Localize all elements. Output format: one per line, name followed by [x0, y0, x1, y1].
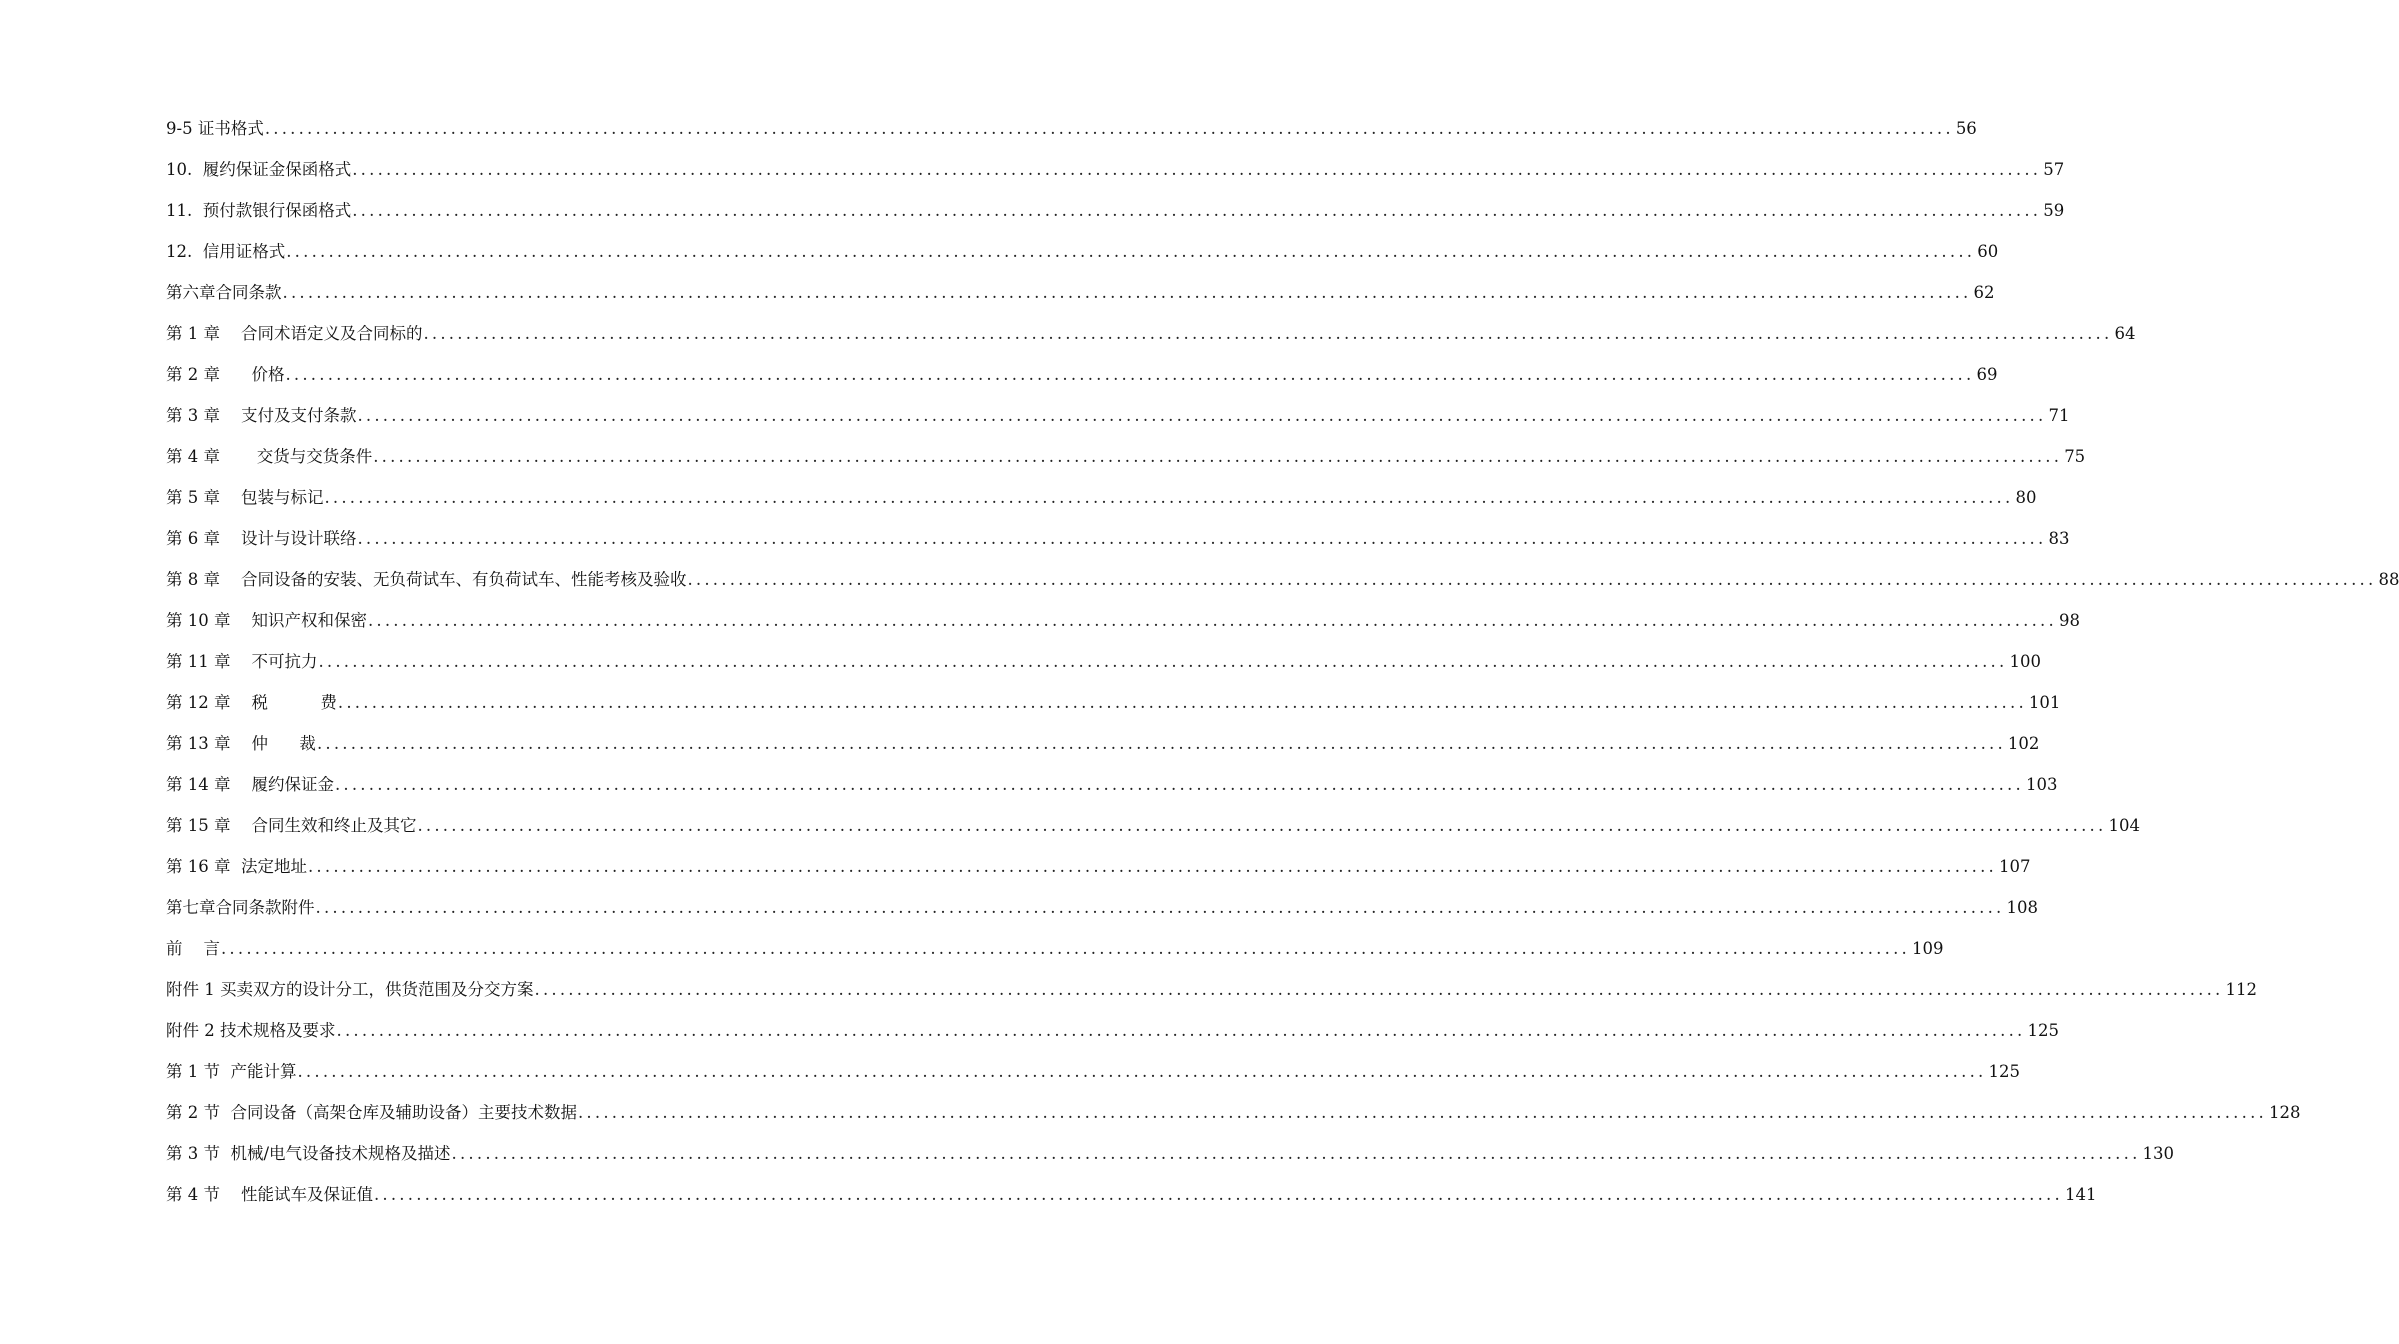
- toc-entry[interactable]: [166, 231, 1999, 272]
- toc-entry[interactable]: [166, 764, 2058, 805]
- toc-dot-leader: ........................................................................................................................................................................................................: [282, 283, 1972, 302]
- toc-entry[interactable]: [166, 518, 2070, 559]
- toc-dot-leader: ........................................................................................................................................................................................................: [687, 570, 2377, 589]
- toc-dot-leader: ........................................................................................................................................................................................................: [357, 529, 2047, 548]
- toc-page-number: 102: [2007, 734, 2040, 753]
- toc-dot-leader: ........................................................................................................................................................................................................: [316, 734, 2006, 753]
- toc-entry[interactable]: [166, 805, 2140, 846]
- toc-dot-leader: ........................................................................................................................................................................................................: [373, 447, 2063, 466]
- toc-entry-title: 第 10 章 知识产权和保密: [166, 611, 367, 630]
- toc-entry[interactable]: [166, 313, 2136, 354]
- toc-entry[interactable]: [166, 354, 1998, 395]
- toc-page-number: 128: [2268, 1103, 2301, 1122]
- toc-entry-title: 第七章合同条款附件: [166, 898, 315, 917]
- toc-page-number: 130: [2142, 1144, 2175, 1163]
- toc-page-number: 83: [2048, 529, 2070, 548]
- toc-entry-title: 第 11 章 不可抗力: [166, 652, 318, 671]
- toc-page-number: 59: [2043, 201, 2065, 220]
- toc-dot-leader: ........................................................................................................................................................................................................: [285, 365, 1975, 384]
- table-of-contents: [166, 108, 2399, 1215]
- toc-entry[interactable]: [166, 928, 1944, 969]
- toc-entry-title: 11. 预付款银行保函格式: [166, 201, 352, 220]
- toc-entry-title: 第 16 章 法定地址: [166, 857, 307, 876]
- toc-entry[interactable]: [166, 559, 2399, 600]
- toc-entry-title: 第 2 章 价格: [166, 365, 285, 384]
- toc-page-number: 104: [2108, 816, 2140, 835]
- toc-dot-leader: ........................................................................................................................................................................................................: [534, 980, 2224, 999]
- toc-dot-leader: ........................................................................................................................................................................................................: [423, 324, 2113, 343]
- toc-dot-leader: ........................................................................................................................................................................................................: [334, 775, 2024, 794]
- toc-dot-leader: ........................................................................................................................................................................................................: [451, 1144, 2141, 1163]
- toc-entry-title: 第六章合同条款: [166, 283, 282, 302]
- toc-entry[interactable]: [166, 887, 2038, 928]
- toc-entry-title: 前 言: [166, 939, 220, 958]
- toc-dot-leader: ........................................................................................................................................................................................................: [264, 119, 1954, 138]
- toc-entry-title: 第 15 章 合同生效和终止及其它: [166, 816, 417, 835]
- toc-page-number: 62: [1973, 283, 1995, 302]
- toc-dot-leader: ........................................................................................................................................................................................................: [367, 611, 2057, 630]
- toc-entry-title: 附件 2 技术规格及要求: [166, 1021, 336, 1040]
- toc-entry-title: 第 6 章 设计与设计联络: [166, 529, 357, 548]
- toc-entry[interactable]: [166, 149, 2065, 190]
- toc-page-number: 88: [2378, 570, 2399, 589]
- toc-dot-leader: ........................................................................................................................................................................................................: [286, 242, 1976, 261]
- toc-page-number: 56: [1955, 119, 1977, 138]
- toc-entry[interactable]: [166, 272, 1995, 313]
- toc-entry-title: 第 14 章 履约保证金: [166, 775, 334, 794]
- toc-page-number: 57: [2043, 160, 2065, 179]
- toc-page-number: 98: [2058, 611, 2080, 630]
- toc-entry[interactable]: [166, 108, 1977, 149]
- toc-entry-title: 附件 1 买卖双方的设计分工，供货范围及分交方案: [166, 980, 534, 999]
- toc-entry[interactable]: [166, 846, 2031, 887]
- toc-entry-title: 10. 履约保证金保函格式: [166, 160, 352, 179]
- toc-entry-title: 第 4 节 性能试车及保证值: [166, 1185, 373, 1204]
- toc-entry[interactable]: [166, 641, 2041, 682]
- toc-dot-leader: ........................................................................................................................................................................................................: [373, 1185, 2063, 1204]
- toc-entry[interactable]: [166, 969, 2257, 1010]
- toc-entry-title: 9-5 证书格式: [166, 119, 264, 138]
- toc-entry[interactable]: [166, 1092, 2301, 1133]
- toc-page-number: 141: [2064, 1185, 2097, 1204]
- toc-dot-leader: ........................................................................................................................................................................................................: [357, 406, 2047, 425]
- toc-page-number: 71: [2048, 406, 2070, 425]
- toc-dot-leader: ........................................................................................................................................................................................................: [297, 1062, 1987, 1081]
- toc-entry[interactable]: [166, 682, 2061, 723]
- toc-page-number: 64: [2114, 324, 2136, 343]
- toc-entry-title: 第 13 章 仲 裁: [166, 734, 316, 753]
- toc-dot-leader: ........................................................................................................................................................................................................: [577, 1103, 2267, 1122]
- toc-entry-title: 第 5 章 包装与标记: [166, 488, 324, 507]
- toc-dot-leader: ........................................................................................................................................................................................................: [315, 898, 2005, 917]
- toc-page-number: 100: [2009, 652, 2041, 671]
- toc-entry-title: 第 4 章 交货与交货条件: [166, 447, 373, 466]
- toc-dot-leader: ........................................................................................................................................................................................................: [336, 1021, 2026, 1040]
- toc-entry-title: 12. 信用证格式: [166, 242, 286, 261]
- toc-page-number: 125: [1988, 1062, 2020, 1081]
- toc-entry[interactable]: [166, 723, 2040, 764]
- toc-dot-leader: ........................................................................................................................................................................................................: [324, 488, 2014, 507]
- toc-dot-leader: ........................................................................................................................................................................................................: [337, 693, 2027, 712]
- toc-entry-title: 第 1 节 产能计算: [166, 1062, 297, 1081]
- toc-page-number: 112: [2225, 980, 2257, 999]
- toc-page-number: 60: [1977, 242, 1999, 261]
- toc-dot-leader: ........................................................................................................................................................................................................: [220, 939, 1910, 958]
- toc-dot-leader: ........................................................................................................................................................................................................: [318, 652, 2008, 671]
- toc-dot-leader: ........................................................................................................................................................................................................: [307, 857, 1997, 876]
- toc-page-number: 75: [2064, 447, 2086, 466]
- toc-entry[interactable]: [166, 436, 2086, 477]
- toc-entry[interactable]: [166, 1051, 2020, 1092]
- toc-page-number: 107: [1998, 857, 2031, 876]
- toc-entry[interactable]: [166, 190, 2065, 231]
- toc-entry[interactable]: [166, 477, 2037, 518]
- toc-dot-leader: ........................................................................................................................................................................................................: [352, 160, 2042, 179]
- toc-entry-title: 第 12 章 税 费: [166, 693, 337, 712]
- toc-entry[interactable]: [166, 1174, 2097, 1215]
- toc-entry[interactable]: [166, 1133, 2175, 1174]
- toc-entry[interactable]: [166, 395, 2070, 436]
- toc-page-number: 108: [2006, 898, 2038, 917]
- toc-entry-title: 第 3 章 支付及支付条款: [166, 406, 357, 425]
- toc-page-number: 103: [2025, 775, 2058, 794]
- toc-entry-title: 第 2 节 合同设备（高架仓库及辅助设备）主要技术数据: [166, 1103, 577, 1122]
- toc-dot-leader: ........................................................................................................................................................................................................: [352, 201, 2042, 220]
- toc-dot-leader: ........................................................................................................................................................................................................: [417, 816, 2107, 835]
- toc-entry-title: 第 1 章 合同术语定义及合同标的: [166, 324, 423, 343]
- toc-entry-title: 第 3 节 机械/电气设备技术规格及描述: [166, 1144, 451, 1163]
- toc-entry[interactable]: [166, 600, 2080, 641]
- toc-page-number: 109: [1911, 939, 1944, 958]
- toc-page-number: 125: [2027, 1021, 2059, 1040]
- toc-page-number: 69: [1976, 365, 1998, 384]
- toc-entry-title: 第 8 章 合同设备的安装、无负荷试车、有负荷试车、性能考核及验收: [166, 570, 687, 589]
- toc-page-number: 101: [2028, 693, 2061, 712]
- toc-page-number: 80: [2015, 488, 2037, 507]
- toc-entry[interactable]: [166, 1010, 2059, 1051]
